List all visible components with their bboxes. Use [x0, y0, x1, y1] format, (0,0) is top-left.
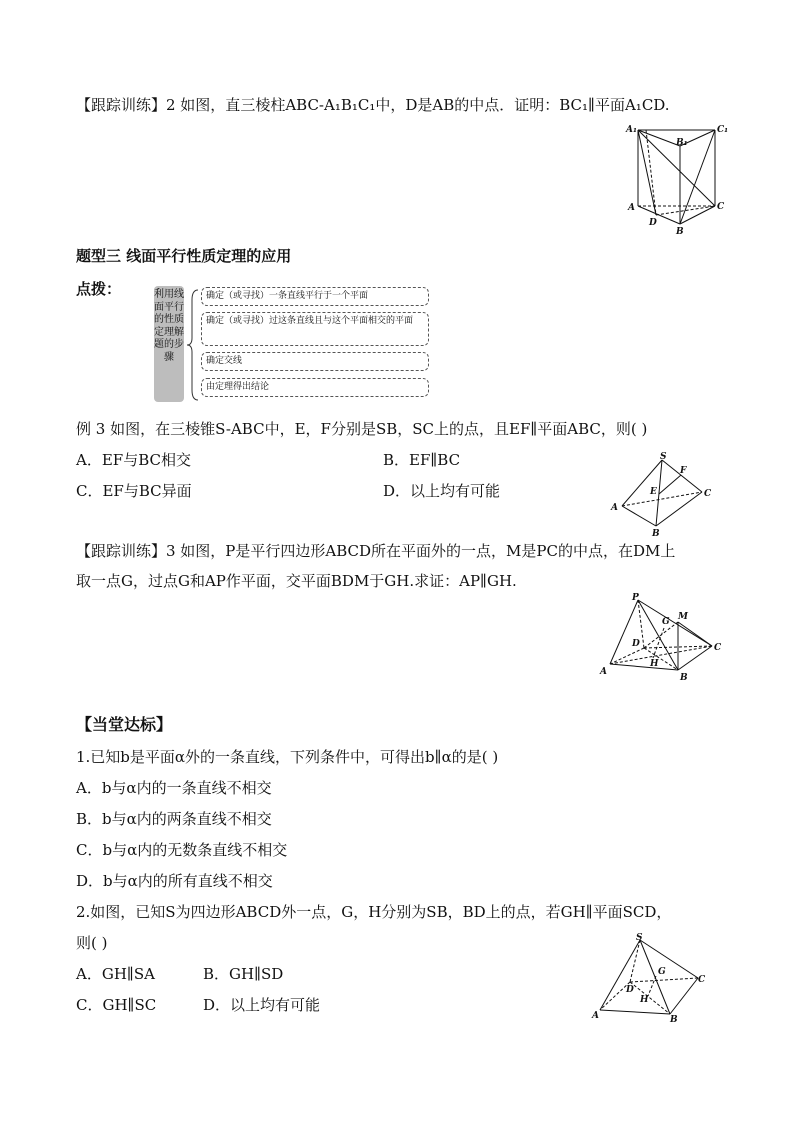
step-2: 确定（或寻找）过这条直线且与这个平面相交的平面: [201, 312, 429, 346]
label-G: G: [662, 617, 670, 627]
label-G: G: [658, 967, 666, 977]
label-B1: B₁: [676, 138, 688, 148]
q1-option-d: D．b与α内的所有直线不相交: [76, 872, 273, 890]
tip-label: 点拨：: [76, 280, 122, 298]
q1-option-a: A．b与α内的一条直线不相交: [76, 779, 272, 797]
label-S: S: [636, 933, 643, 943]
label-C: C: [717, 202, 725, 212]
q2-option-a: A．GH∥SA: [76, 965, 155, 983]
label-F: F: [680, 466, 687, 476]
label-B: B: [680, 673, 688, 682]
label-A: A: [592, 1011, 599, 1021]
parallelogram-pyramid-figure: [598, 592, 728, 682]
label-P: P: [632, 593, 639, 603]
label-S: S: [660, 452, 667, 462]
label-A1: A₁: [626, 125, 637, 135]
label-A: A: [600, 667, 607, 677]
q2-stem-1: 2.如图，已知S为四边形ABCD外一点，G，H分别为SB，BD上的点，若GH∥平面SCD，: [76, 903, 672, 921]
section3-title: 题型三 线面平行性质定理的应用: [76, 247, 292, 265]
example3-option-d: D．以上均有可能: [383, 482, 501, 500]
label-B: B: [670, 1015, 678, 1025]
label-C: C: [704, 489, 712, 499]
step-3: 确定交线: [201, 352, 429, 371]
example3-option-c: C．EF与BC异面: [76, 482, 192, 500]
label-A: A: [611, 503, 618, 513]
label-A: A: [628, 203, 635, 213]
label-C: C: [698, 975, 706, 985]
label-E: E: [650, 487, 657, 497]
example3-stem: 例 3 如图，在三棱锥S-ABC中，E，F分别是SB，SC上的点，且EF∥平面ABC，则( ): [76, 420, 648, 438]
label-D: D: [626, 985, 634, 995]
label-C1: C₁: [717, 125, 729, 135]
label-H: H: [650, 659, 659, 669]
label-C: C: [714, 643, 722, 653]
label-D: D: [632, 639, 640, 649]
q2-option-c: C．GH∥SC: [76, 996, 157, 1014]
track3-line2: 取一点G，过点G和AP作平面，交平面BDM于GH.求证：AP∥GH.: [76, 572, 517, 590]
q2-option-d: D．以上均有可能: [203, 996, 321, 1014]
example3-option-a: A．EF与BC相交: [76, 451, 191, 469]
label-H: H: [640, 995, 649, 1005]
q1-option-c: C．b与α内的无数条直线不相交: [76, 841, 288, 859]
prism-figure: [620, 120, 730, 240]
q2-option-b: B．GH∥SD: [203, 965, 284, 983]
q2-stem-2: 则( ): [76, 934, 108, 952]
q1-stem: 1.已知b是平面α外的一条直线，下列条件中，可得出b∥α的是( ): [76, 748, 499, 766]
label-M: M: [678, 612, 688, 622]
label-B: B: [652, 529, 660, 539]
pyramid-figure: [606, 450, 726, 540]
classwork-title: 【当堂达标】: [76, 715, 173, 734]
steps-sidebar: 利 用 线 面 平 行 的 性 质 定 理 解 题 的 步 骤: [154, 286, 184, 402]
step-4: 由定理得出结论: [201, 378, 429, 397]
track2-text: 【跟踪训练】2 如图，直三棱柱ABC-A₁B₁C₁中，D是AB的中点．证明：BC₁∥平面A₁CD.: [76, 96, 670, 114]
track3-line1: 【跟踪训练】3 如图，P是平行四边形ABCD所在平面外的一点，M是PC的中点，在DM上: [76, 542, 676, 560]
step-1: 确定（或寻找）一条直线平行于一个平面: [201, 287, 429, 306]
brace-icon: [186, 288, 200, 402]
label-B: B: [676, 227, 684, 237]
quad-pyramid-figure: [590, 930, 720, 1025]
label-D: D: [649, 218, 657, 228]
q1-option-b: B．b与α内的两条直线不相交: [76, 810, 272, 828]
example3-option-b: B．EF∥BC: [383, 451, 461, 469]
